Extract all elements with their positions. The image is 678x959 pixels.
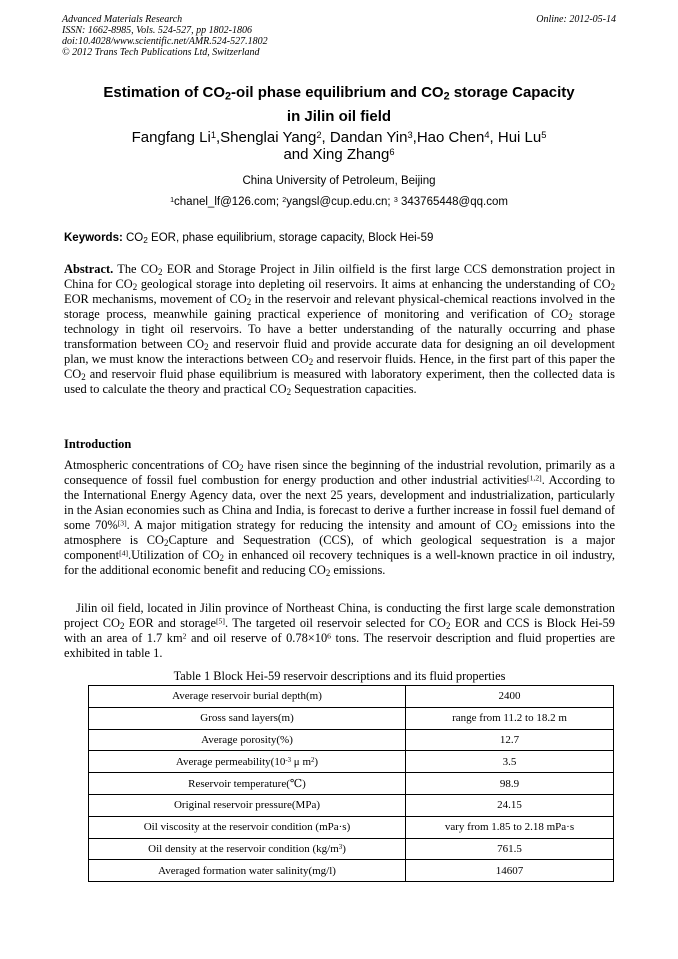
email-link[interactable]: yangsl@cup.edu.cn;	[286, 196, 391, 208]
citation[interactable]: [4]	[119, 548, 129, 558]
online-date: Online: 2012-05-14	[536, 14, 616, 25]
table-row	[89, 816, 614, 838]
paper-title	[62, 81, 616, 129]
table-cell-parameter: Average porosity(%)	[89, 729, 406, 751]
table-cell-parameter: Average reservoir burial depth(m)	[89, 686, 406, 708]
table-row	[89, 773, 614, 795]
author-name: Xing Zhang	[312, 146, 390, 163]
table-cell-value: range from 11.2 to 18.2 m	[406, 707, 614, 729]
citation[interactable]: [5]	[216, 616, 225, 626]
table-row	[89, 729, 614, 751]
table-cell-value: 98.9	[406, 773, 614, 795]
issn-line: ISSN: 1662-8985, Vols. 524-527, pp 1802-1806	[62, 25, 252, 36]
email-link[interactable]: 343765448@qq.com	[400, 196, 508, 208]
affiliation: China University of Petroleum, Beijing	[242, 175, 436, 187]
table-row	[89, 860, 614, 882]
copyright-line: © 2012 Trans Tech Publications Ltd, Switzerland	[62, 47, 260, 58]
title-line-2: in Jilin oil field	[286, 108, 392, 125]
author-list: Fangfang Li$^1$,Shenglai Yang$^2$, Dandan Yin$^3$,Hao Chen$^4$, Hui Lu$^5$ and Xing Zhang$^6$	[131, 129, 547, 163]
table-cell-value: 761.5	[406, 838, 614, 860]
abstract-label: Abstract.	[64, 262, 114, 276]
author-name: Hui Lu	[497, 129, 542, 146]
abstract: Abstract. The $CO_2$ EOR and Storage Project in Jilin oilfield is the first large CCS demonstration project in China for $CO_2$ geological storage into depleting oil reservoirs. It aims at enhancing the understanding of $CO_2$ EOR mechanisms, movement of $CO_2$ in the reservoir and relevant physical-chemical reactions involved in the storage process, meanwhile gaining practical experience of monitoring and verification of $CO_2$ storage technology in tight oil reservoirs. To have a better understanding of the naturally occurring and phase transformation between $CO_2$ and reservoir fluid and provide accurate data for designing an oil development plan, we must know the interactions between $CO_2$ and reservoir fluids. Hence, in the first part of this paper the $CO_2$ and reservoir fluid phase equilibrium is measured with laboratory experiment, then the collected data is used to calculate the theory and practical $CO_2$ Sequestration capacities.	[64, 262, 616, 397]
table-cell-parameter: Oil viscosity at the reservoir condition (mPa·s)	[89, 816, 406, 838]
citation[interactable]: [3]	[117, 518, 127, 528]
email-link[interactable]: chanel_lf@126.com;	[174, 196, 280, 208]
table-cell-value: 14607	[406, 860, 614, 882]
keywords-label: Keywords:	[64, 232, 123, 244]
table-cell-value: 2400	[406, 686, 614, 708]
introduction-paragraph-2: Jilin oil field, located in Jilin province of Northeast China, is conducting the first large scale demonstration project $CO_2$ EOR and storage[5]. The targeted oil reservoir selected for $CO_2$ EOR and CCS is Block Hei-59 with an area of 1.7 $km^2$ and oil reserve of $0.78\times 10^6$ tons. The reservoir description and fluid properties are exhibited in table 1.	[64, 601, 616, 660]
introduction-paragraph-1: Atmospheric concentrations of $CO_2$ have risen since the beginning of the industrial revolution, primarily as a consequence of fossil fuel combustion for energy production and other industrial activities[1,2]. According to the International Energy Agency data, over the next 25 years, development and industrialization, particularly in the Asian economies such as China and India, is forecast to derive a further increase in fossil fuel demand of some 70%[3]. A major mitigation strategy for reducing the intensity and amount of $CO_2$ emissions into the atmosphere is $CO_2Capture$ and Sequestration (CCS), of which geological sequestration is a major component[4].Utilization of $CO_2$ in enhanced oil recovery techniques is a well-known practice in oil industry, for the additional economic benefit and reducing $CO_2$ emissions.	[64, 458, 615, 578]
table-cell-value: 24.15	[406, 794, 614, 816]
journal-name: Advanced Materials Research	[62, 14, 183, 25]
table-cell-parameter: Gross sand layers(m)	[89, 707, 406, 729]
author-name: Hao Chen	[416, 129, 485, 146]
table-row	[89, 707, 614, 729]
title-line-1: Estimation of $CO_2$-oil phase equilibrium and $CO_2$ storage Capacity	[103, 84, 575, 103]
table-row	[89, 794, 614, 816]
keywords: Keywords: $CO_2$ EOR, phase equilibrium, storage capacity, Block Hei-59	[64, 232, 434, 245]
table-cell-value: 3.5	[406, 751, 614, 773]
citation[interactable]: [1,2]	[527, 473, 542, 483]
author-name: Dandan Yin	[329, 129, 408, 146]
table-row	[89, 686, 614, 708]
author-name: Fangfang Li	[131, 129, 211, 146]
table-cell-parameter: Oil density at the reservoir condition $(kg/m^3)$	[89, 838, 406, 860]
table-row	[89, 751, 614, 773]
journal-header	[62, 14, 616, 58]
table-caption: Table 1 Block Hei-59 reservoir descriptions and its fluid properties	[173, 669, 506, 683]
table-cell-value: vary from 1.85 to 2.18 mPa·s	[406, 816, 614, 838]
author-emails: $^1$chanel_lf@126.com; $^2$yangsl@cup.edu.cn; $^3$ 343765448@qq.com	[170, 195, 508, 208]
table-cell-parameter: Original reservoir pressure(MPa)	[89, 794, 406, 816]
author-name: Shenglai Yang	[220, 129, 317, 146]
table-cell-parameter: Average $permeability(10^{-3}$ μ $m^2$)	[89, 751, 406, 773]
table-cell-parameter: Averaged formation water salinity(mg/l)	[89, 860, 406, 882]
section-heading-introduction: Introduction	[64, 437, 132, 451]
reservoir-properties-table	[88, 685, 614, 882]
table-cell-parameter: Reservoir temperature(℃)	[89, 773, 406, 795]
table-cell-value: 12.7	[406, 729, 614, 751]
table-row	[89, 838, 614, 860]
doi-line: doi:10.4028/www.scientific.net/AMR.524-527.1802	[62, 36, 268, 47]
